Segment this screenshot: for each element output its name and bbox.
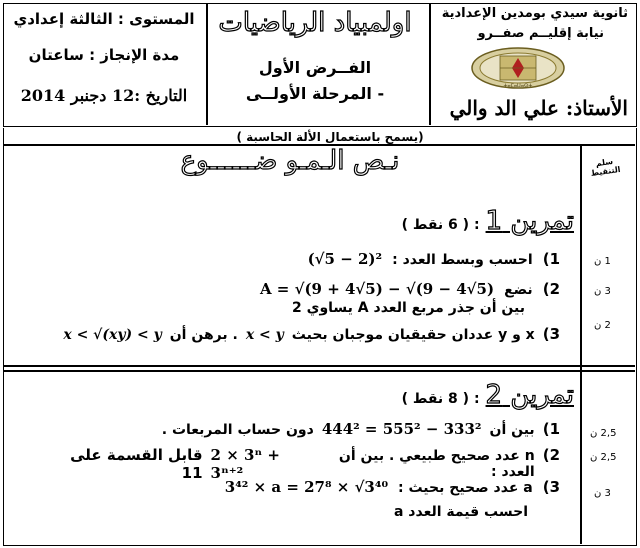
ex1-q2-num: 2): [542, 280, 560, 298]
ex1-q1-text: احسب وبسط العدد :: [392, 252, 533, 268]
ex2-q3-text: a عدد صحيح بحيث :: [398, 480, 533, 496]
ex2-q2-num: 2): [542, 446, 560, 464]
ex1-q2-mark: 3 ن: [594, 286, 611, 297]
ex1-q1-num: 1): [542, 250, 560, 268]
ex2-q3: [225, 478, 560, 496]
ex2-q1-num: 1): [542, 420, 560, 438]
grading-header: سلم التنقيط: [590, 156, 622, 178]
exercise-1-title: تمرين 1: [485, 206, 574, 236]
ex1-q3: [63, 325, 560, 343]
ex2-q3-num: 3): [542, 478, 560, 496]
directorate-name: نيابة إقليــم صفــرو: [477, 26, 604, 41]
ex1-q2-text: نضع: [504, 282, 533, 298]
exercise-1-heading: [402, 206, 574, 236]
calculator-note: (يسمح باستعمال الألة الحاسبة ): [236, 130, 424, 144]
teacher-name: الأستاذ: علي الد والي: [449, 96, 628, 120]
ex1-q1: [308, 250, 560, 268]
ex2-q1-mark: 2,5 ن: [590, 428, 617, 439]
date: التاريخ :12 دجنبر 2014: [20, 86, 188, 105]
ex2-q2-text: n عدد صحيح طبيعي . بين أن العدد :: [338, 448, 535, 480]
ex1-q1-expr: (√5 − 2)²: [307, 250, 383, 268]
svg-text:ⵜⴰⵎⴰⵡⴰⵙⵜ: ⵜⴰⵎⴰⵡⴰⵙⵜ: [503, 83, 533, 89]
ex1-q3-cond: x < y: [245, 327, 284, 343]
ex2-q2-mark: 2,5 ن: [590, 452, 617, 463]
ex2-q1-tail: دون حساب المربعات .: [161, 422, 314, 438]
ex1-q1-mark: 1 ن: [594, 256, 611, 267]
ex1-q3-expr: x < √(xy) < y: [63, 327, 162, 343]
ex1-q2-expr: A = √(9 + 4√5) − √(9 − 4√5): [259, 280, 495, 298]
ex2-q1-text: بين أن: [489, 422, 535, 438]
ex2-q2-expr: 2 × 3ⁿ + 3ⁿ⁺²: [210, 446, 280, 482]
ex1-q2-line2: بين أن جذر مربع العدد A يساوي 2: [292, 300, 525, 316]
duration: مدة الإنجاز : ساعتان: [28, 46, 180, 64]
ex2-q1: [162, 420, 560, 438]
stage-title: - المرحلة الأولــى: [245, 84, 385, 103]
ex2-q3-line2: احسب قيمة العدد a: [393, 504, 528, 520]
school-name: ثانوية سيدي بومدين الإعدادية: [441, 6, 628, 21]
exercise-2-title: تمرين 2: [485, 380, 574, 410]
subject-title: نـص الـمـو ضــــــوع: [180, 146, 400, 176]
ex2-q3-mark: 3 ن: [594, 488, 611, 499]
ex2-q2-tail: قابل القسمة على 11: [70, 446, 203, 482]
ex1-q3-num: 3): [542, 325, 560, 343]
ex1-q3-mark: 2 ن: [594, 320, 611, 331]
ex2-q2: [60, 446, 560, 482]
level: المستوى : الثالثة إعدادي: [13, 10, 195, 28]
exercise-2-heading: [402, 380, 574, 410]
exercise-2-points: : ( 8 نقط ): [401, 391, 480, 407]
exercise-1-points: : ( 6 نقط ): [401, 217, 480, 233]
test-title: الفــرض الأول: [258, 58, 372, 77]
ex2-q3-expr: 3⁴² × a = 27⁸ × √3⁴⁰: [224, 478, 389, 496]
ex2-q1-expr: 444² = 555² − 333²: [321, 420, 482, 438]
ex1-q3-prove: . برهن أن: [169, 327, 238, 343]
ex1-q3-text: x و y عددان حقيقيان موجبان بحيث: [291, 327, 535, 343]
ministry-logo: [470, 46, 566, 90]
contest-title: اولمبياد الرياضيات: [218, 8, 412, 38]
ex1-q2: [260, 280, 560, 298]
